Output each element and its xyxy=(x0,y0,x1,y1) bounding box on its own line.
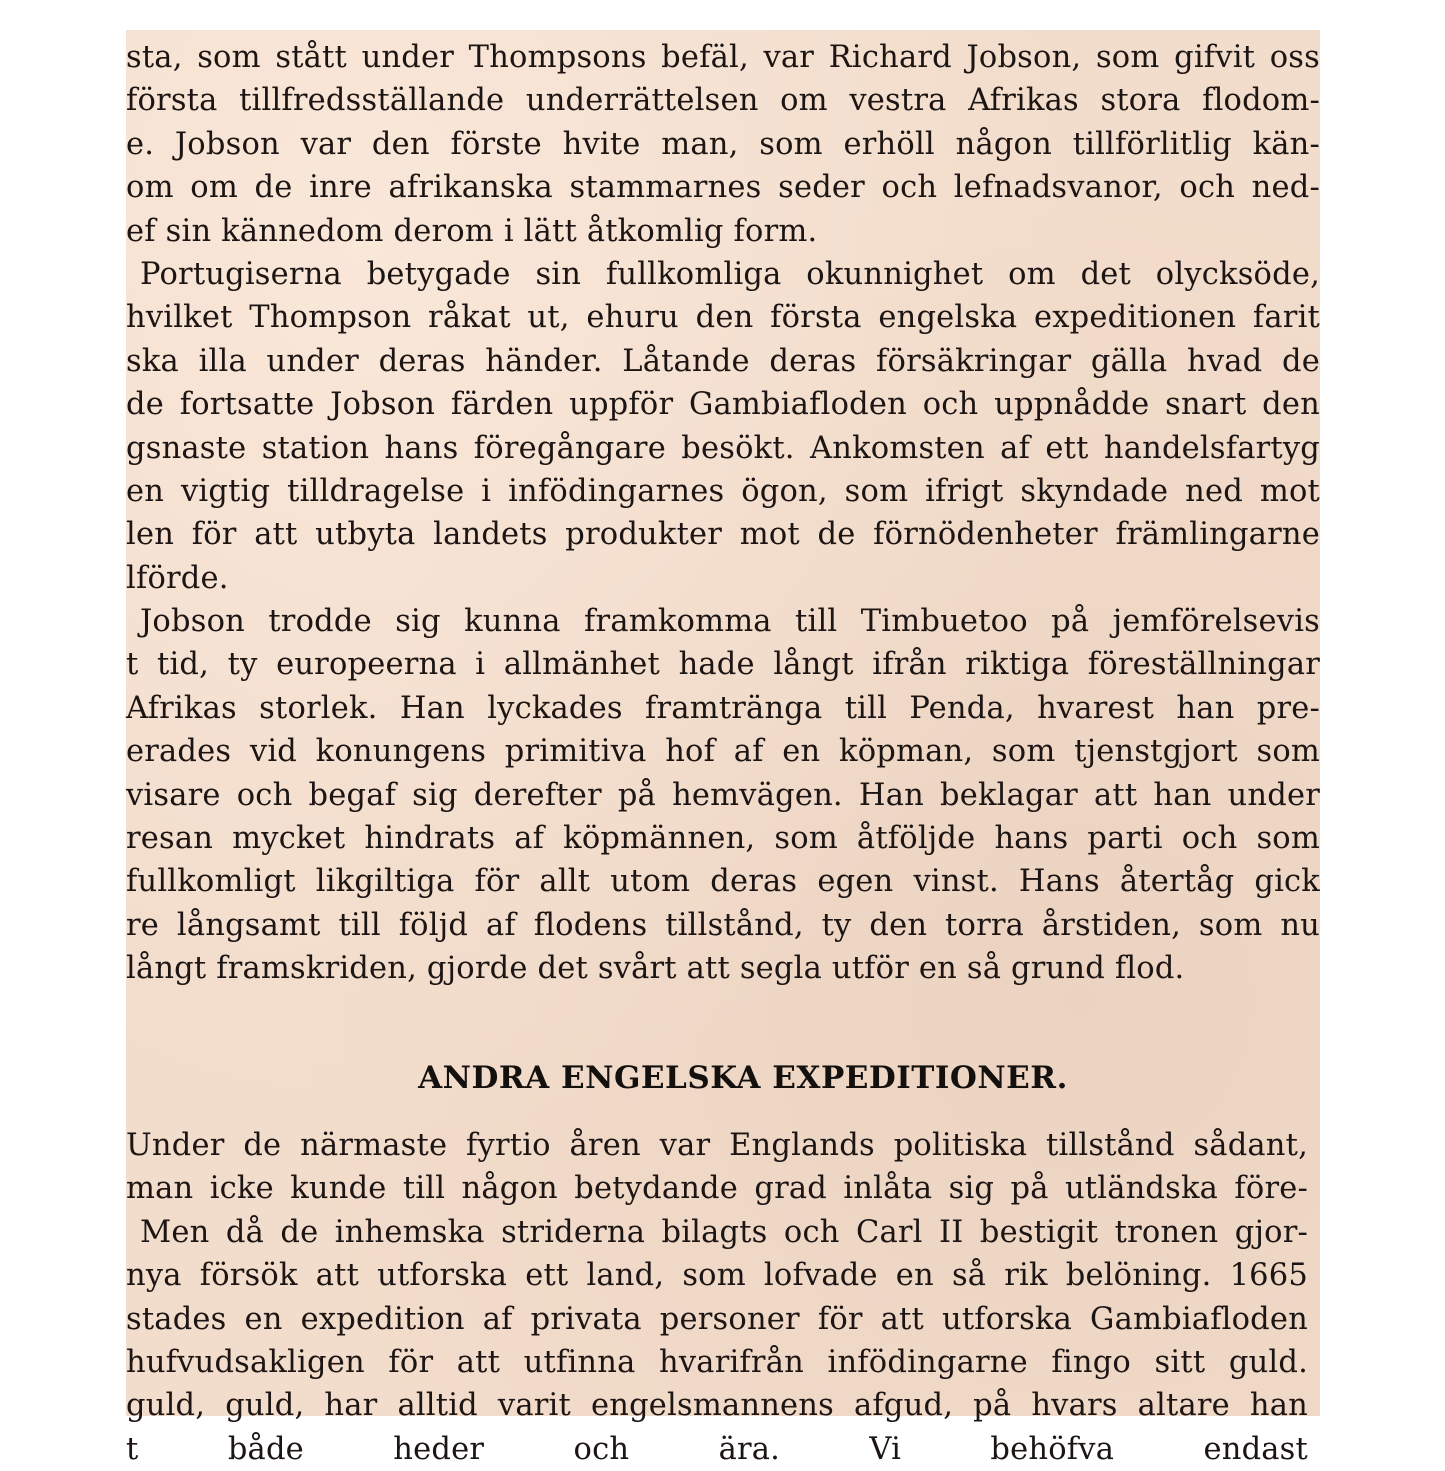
text-line: resan mycket hindrats af köpmännen, som åtföljde hans parti och som xyxy=(126,821,1320,857)
text-line: Portugiserna betygade sin fullkomliga okunnighet om det olycksöde, xyxy=(140,256,1320,292)
text-line: hvilket Thompson råkat ut, ehuru den första engelska expeditionen farit xyxy=(126,300,1320,336)
text-line: lförde. xyxy=(126,560,229,596)
text-line: nya försök att utforska ett land, som lofvade en så rik belöning. 1665 xyxy=(126,1258,1308,1294)
text-line: t tid, ty europeerna i allmänhet hade långt ifrån riktiga föreställningar xyxy=(126,647,1320,683)
text-line: en vigtig tilldragelse i infödingarnes ögon, som ifrigt skyndade ned mot xyxy=(126,473,1320,509)
text-line: len för att utbyta landets produkter mot de förnödenheter främlingarne xyxy=(126,517,1320,553)
text-line: första tillfredsställande underrättelsen om vestra Afrikas stora flodom- xyxy=(126,83,1320,119)
body-text-bottom xyxy=(126,1124,1308,1467)
text-line: man icke kunde till någon betydande grad inlåta sig på utländska före- xyxy=(126,1171,1308,1207)
scanned-page xyxy=(126,30,1320,1467)
text-line: erades vid konungens primitiva hof af en köpman, som tjenstgjort som xyxy=(126,734,1320,770)
text-line: Under de närmaste fyrtio åren var Englands politiska tillstånd sådant, xyxy=(126,1128,1308,1163)
text-line: långt framskriden, gjorde det svårt att segla utför en så grund flod. xyxy=(126,951,1185,987)
text-line: Men då de inhemska striderna bilagts och Carl II bestigit tronen gjor- xyxy=(140,1214,1308,1250)
text-line: Jobson trodde sig kunna framkomma till Timbuetoo på jemförelsevis xyxy=(140,604,1320,640)
text-line: visare och begaf sig derefter på hemvägen. Han beklagar att han under xyxy=(126,777,1320,813)
text-line: sta, som stått under Thompsons befäl, var Richard Jobson, som gifvit oss xyxy=(126,40,1320,75)
section-heading: ANDRA ENGELSKA EXPEDITIONER. xyxy=(418,1060,1068,1096)
text-line: gsnaste station hans föregångare besökt. Ankomsten af ett handelsfartyg xyxy=(126,430,1320,466)
text-line: fullkomligt likgiltiga för allt utom deras egen vinst. Hans återtåg gick xyxy=(126,864,1320,900)
text-line: ef sin kännedom derom i lätt åtkomlig form. xyxy=(126,213,818,249)
text-line: e. Jobson var den förste hvite man, som erhöll någon tillförlitlig kän- xyxy=(126,126,1320,162)
body-text-top xyxy=(126,36,1320,991)
text-line: stades en expedition af privata personer för att utforska Gambiafloden xyxy=(126,1301,1308,1337)
text-line: hufvudsakligen för att utfinna hvarifrån infödingarne fingo sitt guld. xyxy=(126,1344,1308,1380)
text-line: guld, guld, har alltid varit engelsmannens afgud, på hvars altare han xyxy=(126,1388,1308,1424)
text-line-cut-off: t både heder och ära. Vi behöfva endast xyxy=(126,1431,1308,1467)
text-line: om om de inre afrikanska stammarnes seder och lefnadsvanor, och ned- xyxy=(126,170,1320,206)
text-line: re långsamt till följd af flodens tillstånd, ty den torra årstiden, som nu xyxy=(126,907,1320,943)
text-line: ska illa under deras händer. Låtande deras försäkringar gälla hvad de xyxy=(126,343,1320,379)
text-line: de fortsatte Jobson färden uppför Gambiafloden och uppnådde snart den xyxy=(126,387,1320,423)
text-line: Afrikas storlek. Han lyckades framtränga till Penda, hvarest han pre- xyxy=(126,690,1320,726)
